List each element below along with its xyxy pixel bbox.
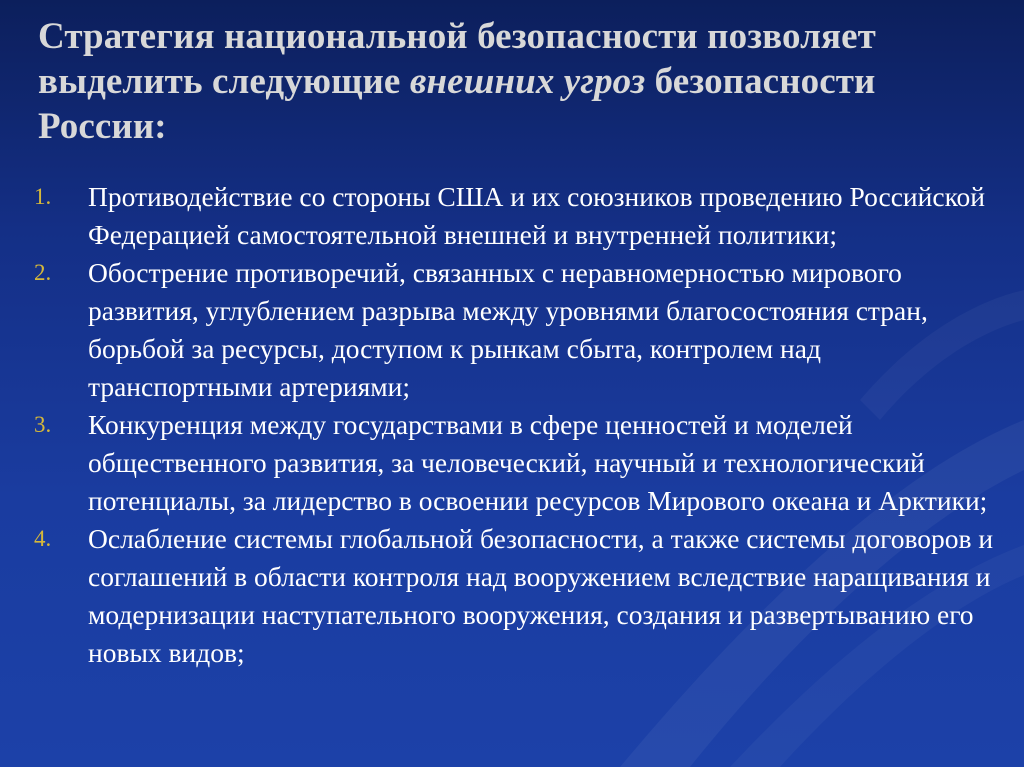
list-item (34, 406, 994, 520)
title-emphasis: внешних угроз (409, 61, 646, 102)
list-item (34, 254, 994, 406)
list-item-number: 2. (34, 260, 52, 285)
list-item-number: 3. (34, 412, 52, 437)
list-item (34, 178, 994, 254)
list-item (34, 520, 994, 672)
threats-list (34, 178, 994, 672)
list-item-text: Конкуренция между государствами в сфере ценностей и моделей общественного развития, за человеческий, научный и технологический потенциалы, за лидерство в освоении ресурсов Мирового океана и Арктики; (88, 409, 988, 516)
list-item-number: 4. (34, 526, 52, 551)
list-item-number: 1. (34, 184, 52, 209)
slide-title (38, 14, 998, 149)
list-item-text: Противодействие со стороны США и их союзников проведению Российской Федерацией самостоятельной внешней и внутренней политики; (88, 181, 985, 250)
title-part-1: Стратегия национальной безопасности позволяет выделить следующие (38, 16, 876, 102)
list-item-text: Ослабление системы глобальной безопасности, а также системы договоров и соглашений в области контроля над вооружением вследствие наращивания и модернизации наступательного вооружения, создания и развертыванию его новых видов; (88, 523, 994, 668)
list-item-text: Обострение противоречий, связанных с неравномерностью мирового развития, углублением разрыва между уровнями благосостояния стран, борьбой за ресурсы, доступом к рынкам сбыта, контролем над транспортными артериями; (88, 257, 928, 402)
title-part-2: безопасности России: (38, 61, 876, 147)
